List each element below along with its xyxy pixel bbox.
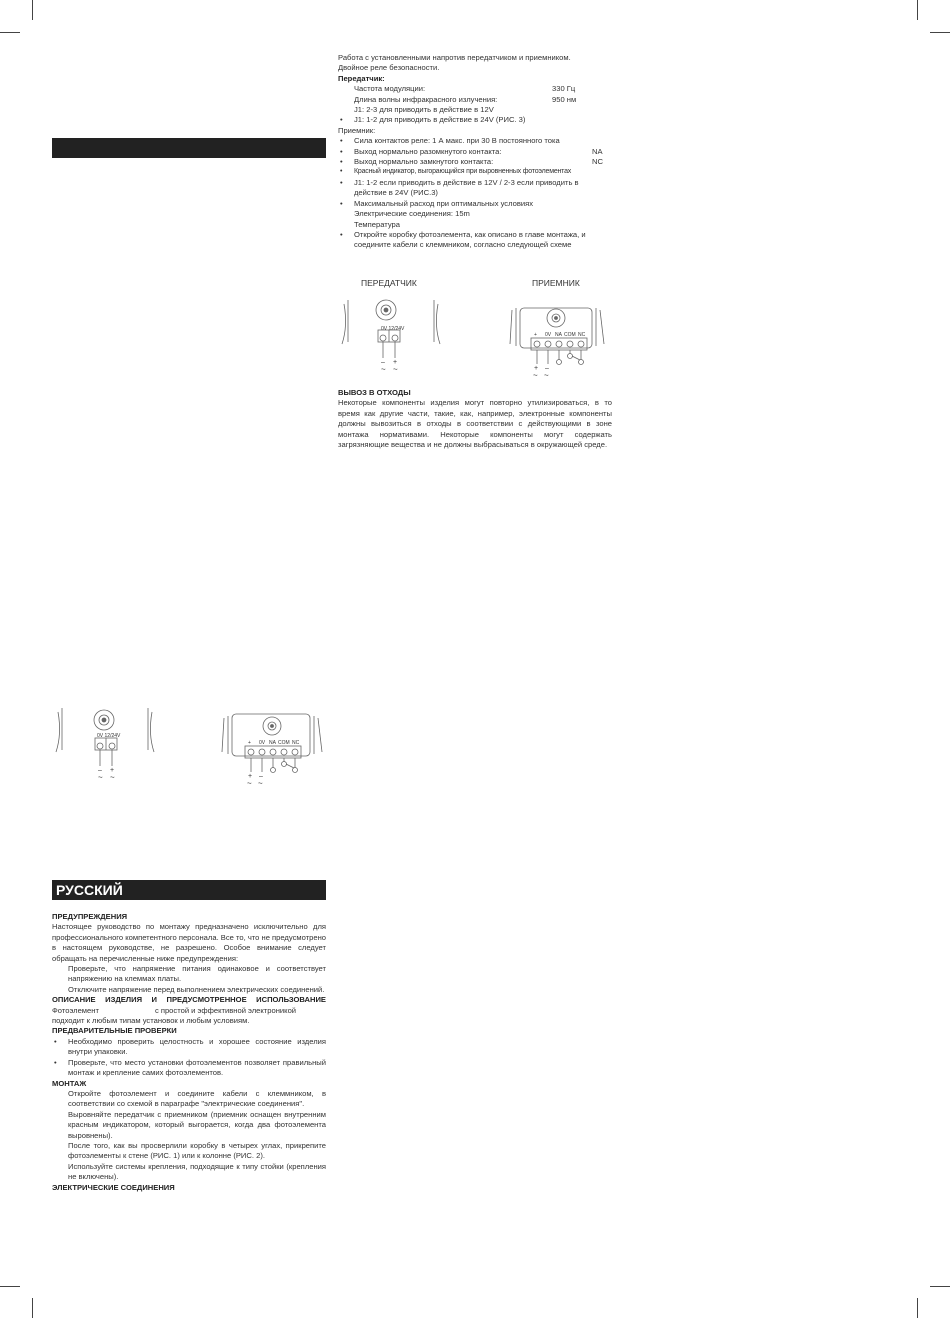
crop-mark	[930, 32, 950, 33]
mounting-item: Используйте системы крепления, подходящие к типу стойки (крепления не включены).	[68, 1161, 326, 1182]
wiring-diagram-left	[52, 704, 332, 790]
polarity-minus: –	[381, 359, 385, 366]
polarity-minus: –	[545, 365, 549, 372]
warning-item: Отключите напряжение перед выполнением электрических соединений.	[68, 984, 325, 994]
crop-mark	[917, 1298, 918, 1318]
crop-mark	[917, 0, 918, 20]
bullet-item: • Красный индикатор, выгорающийся при выровненных фотоэлементах	[338, 167, 613, 177]
bullet-item: • Выход нормально замкнутого контакта: NC	[338, 157, 613, 167]
description-text: Фотоэлемент с простой и эффективной электроникой подходит к любым типам установок и любым условиям.	[52, 1005, 297, 1026]
bullet-item: • Откройте коробку фотоэлемента, как описано в главе монтажа, и соедините кабели с клеммником, согласно следующей схеме	[338, 230, 613, 251]
intro-line: Двойное реле безопасности.	[338, 63, 440, 73]
bullet-item: • Максимальный расход при оптимальных условиях	[338, 199, 613, 209]
polarity-plus: +	[393, 359, 398, 366]
spec-row: Длина волны инфракрасного излучения: 950 нм	[354, 94, 577, 104]
terminal-label: NC	[578, 332, 586, 338]
bullet-item: • Необходимо проверить целостность и хорошее состояние изделия внутри упаковки.	[52, 1037, 326, 1058]
waste-text: Некоторые компоненты изделия могут повторно утилизироваться, в то время как другие части, такие, как, например, электронные компоненты должны вывозиться в отходы в соответствии с действующими в зоне монтажа нормативами. Некоторые компоненты могут содержать загрязняющие вещества и не должны выбрасываться в окружающей среде.	[338, 398, 612, 450]
terminal-label: +	[248, 740, 251, 746]
description-heading: ОПИСАНИЕ ИЗДЕЛИЯ И ПРЕДУСМОТРЕННОЕ ИСПОЛЬЗОВАНИЕ	[52, 995, 326, 1005]
figure-label-transmitter: ПЕРЕДАТЧИК	[361, 278, 417, 288]
terminal-label: NA	[269, 740, 276, 746]
crop-mark	[0, 32, 20, 33]
terminal-label: 0V 12/24V	[97, 733, 121, 739]
language-header: РУССКИЙ	[52, 880, 326, 900]
polarity-minus: –	[98, 767, 102, 774]
transmitter-heading: Передатчик:	[338, 73, 385, 83]
ac-symbol: ~	[381, 365, 386, 374]
wiring-diagram	[338, 296, 618, 382]
warnings-heading: ПРЕДУПРЕЖДЕНИЯ	[52, 912, 128, 921]
bullet-item: • Проверьте, что место установки фотоэлементов позволяет правильный монтаж и крепление самих фотоэлементов.	[52, 1058, 326, 1079]
waste-section	[338, 388, 612, 450]
bullet-item: • J1: 1-2 если приводить в действие в 12V / 2-3 если приводить в действие в 24V (РИС.3)	[338, 178, 613, 199]
prechecks-heading: ПРЕДВАРИТЕЛЬНЫЕ ПРОВЕРКИ	[52, 1026, 177, 1036]
mounting-heading: МОНТАЖ	[52, 1078, 87, 1088]
bullet-item: • Сила контактов реле: 1 А макс. при 30 В постоянного тока	[338, 136, 613, 146]
ac-symbol: ~	[258, 779, 263, 788]
spec-line: Электрические соединения: 15m	[354, 209, 470, 219]
bullet-item: • J1: 1-2 для приводить в действие в 24V (РИС. 3)	[338, 115, 613, 125]
polarity-plus: +	[110, 767, 115, 774]
spec-line: Температура	[354, 219, 400, 229]
spec-row: Частота модуляции: 330 Гц	[354, 84, 576, 94]
terminal-label: +	[534, 332, 537, 338]
intro-line: Работа с установленными напротив передатчиком и приемником.	[338, 53, 571, 62]
receiver-heading: Приемник:	[338, 125, 376, 135]
spec-line: J1: 2-3 для приводить в действие в 12V	[354, 105, 494, 115]
bullet-item: • Выход нормально разомкнутого контакта: NA	[338, 147, 613, 157]
specs-section	[338, 53, 613, 251]
warnings-text: Настоящее руководство по монтажу предназначено исключительно для профессионального компетентного персонала. Все то, что не предусмотрено в настоящем руководстве, не разрешено. Особое внимание следует обращать на перечисленные ниже предупреждения:	[52, 922, 326, 963]
terminal-label: COM	[564, 332, 576, 338]
ac-symbol: ~	[98, 773, 103, 782]
crop-mark	[930, 1286, 950, 1287]
ac-symbol: ~	[247, 779, 252, 788]
ac-symbol: ~	[393, 365, 398, 374]
mounting-item: Откройте фотоэлемент и соедините кабели с клеммником, в соответствии со схемой в параграфе "электрические соединения".	[68, 1088, 326, 1109]
ac-symbol: ~	[544, 371, 549, 380]
ac-symbol: ~	[110, 773, 115, 782]
crop-mark	[32, 0, 33, 20]
terminal-label: 0V 12/24V	[381, 326, 405, 332]
ac-symbol: ~	[533, 371, 538, 380]
polarity-minus: –	[259, 773, 263, 780]
polarity-plus: +	[534, 365, 539, 372]
terminal-label: 0V	[259, 740, 266, 746]
terminal-label: 0V	[545, 332, 552, 338]
polarity-plus: +	[248, 773, 253, 780]
terminal-label: COM	[278, 740, 290, 746]
warning-item: Проверьте, что напряжение питания одинаковое и соответствует напряжению на клеммах платы.	[68, 964, 326, 984]
terminal-label: NC	[292, 740, 300, 746]
electrical-heading: ЭЛЕКТРИЧЕСКИЕ СОЕДИНЕНИЯ	[52, 1182, 175, 1192]
crop-mark	[0, 1286, 20, 1287]
mounting-item: После того, как вы просверлили коробку в четырех углах, прикрепите фотоэлементы к стене (РИС. 1) или к колонне (РИС. 2).	[68, 1140, 326, 1161]
waste-heading: ВЫВОЗ В ОТХОДЫ	[338, 388, 411, 397]
header-bar	[52, 138, 326, 158]
terminal-label: NA	[555, 332, 562, 338]
instructions-section	[52, 912, 326, 1193]
crop-mark	[32, 1298, 33, 1318]
figure-label-receiver: ПРИЕМНИК	[532, 278, 580, 288]
mounting-item: Выровняйте передатчик с приемником (приемник оснащен внутренним красным индикатором, который выгорается, когда два фотоэлемента выровнены).	[68, 1109, 326, 1140]
